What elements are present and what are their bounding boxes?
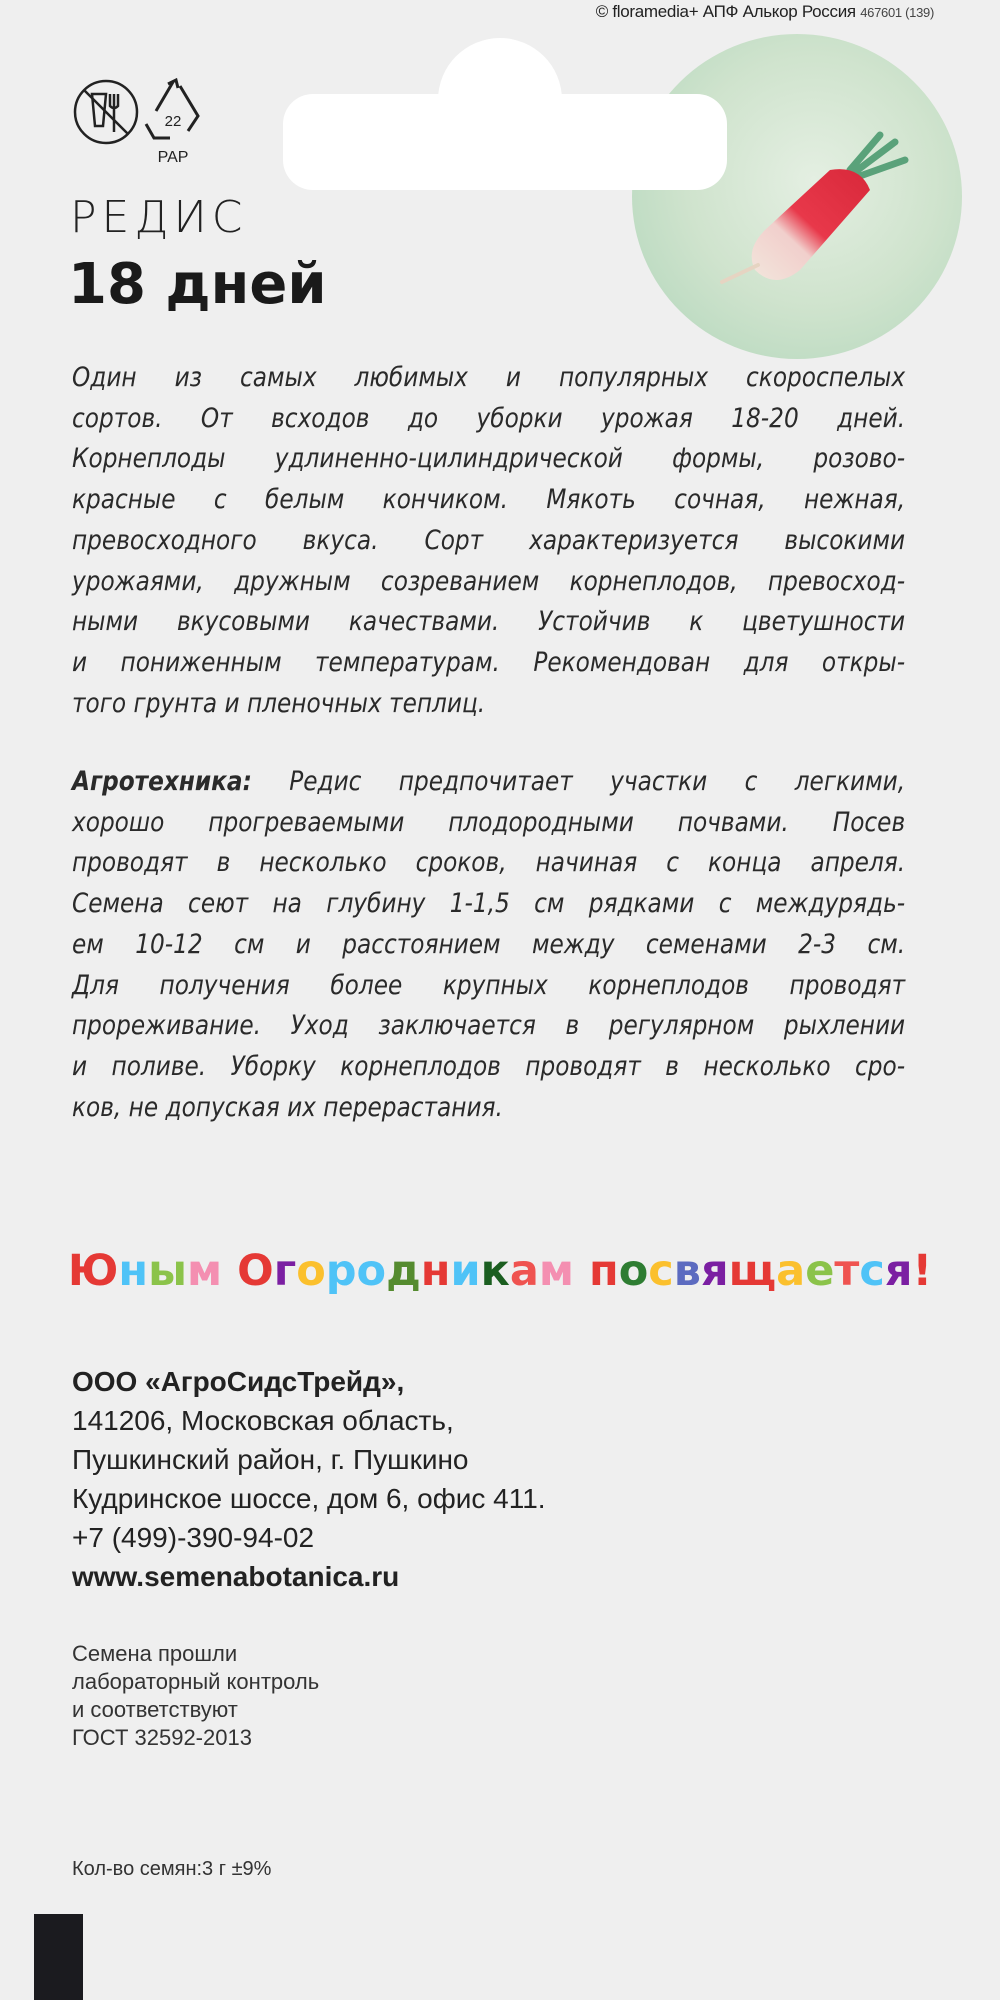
slogan-letter: а (776, 1246, 806, 1296)
slogan-letter: к (480, 1246, 510, 1296)
text-line: ными вкусовыми качествами. Устойчив к цветушности (72, 606, 906, 638)
agro-text: Редис предпочитает участки с легкими, (251, 766, 906, 797)
lab-line: Семена прошли (72, 1641, 238, 1666)
packaging-icons (70, 76, 220, 166)
slogan-letter: о (618, 1246, 649, 1296)
hang-slot (283, 94, 727, 190)
recycle-number: 22 (164, 113, 182, 130)
description (72, 358, 905, 724)
slogan-letter: с (859, 1246, 885, 1296)
address-line: Кудринское шоссе, дом 6, офис 411. (72, 1483, 546, 1514)
slogan-letter: н (118, 1246, 149, 1296)
address-line: Пушкинский район, г. Пушкино (72, 1444, 469, 1475)
slogan-letter: в (673, 1246, 701, 1296)
slogan-letter: о (356, 1246, 387, 1296)
address-line: 141206, Московская область, (72, 1405, 454, 1436)
slogan-letter: ! (912, 1246, 933, 1296)
slogan (0, 1246, 1000, 1296)
text-line: ем 10-12 см и расстоянием между семенами 2-3 см. (72, 928, 906, 960)
text-line: проводят в несколько сроков, начиная с конца апреля. (72, 847, 906, 879)
black-marker (34, 1914, 83, 2000)
lab-line: ГОСТ 32592-2013 (72, 1725, 252, 1750)
slogan-letter: Ю (67, 1246, 119, 1296)
slogan-letter: О (237, 1246, 274, 1296)
not-food-safe-icon (75, 81, 137, 143)
text-line: Семена сеют на глубину 1-1,5 см рядками с междурядь- (72, 888, 906, 920)
website-link[interactable]: www.semenabotanica.ru (72, 1561, 400, 1592)
company-name: ООО «АгроСидсТрейд», (72, 1366, 405, 1397)
slogan-letter: я (701, 1246, 729, 1296)
text-line: красные с белым кончиком. Мякоть сочная, нежная, (72, 484, 906, 516)
text-line: урожаями, дружным созреванием корнеплодов, превосход- (72, 565, 906, 597)
slogan-letter: щ (728, 1246, 777, 1296)
copyright-line (596, 2, 934, 22)
text-line: Корнеплоды удлиненно-цилиндрической формы, розово- (72, 443, 906, 475)
text-line: Для получения более крупных корнеплодов проводят (72, 969, 906, 1001)
slogan-letter: и (450, 1246, 481, 1296)
text-line: хорошо прогреваемыми плодородными почвами. Посев (72, 806, 906, 838)
slogan-letter: н (420, 1246, 451, 1296)
phone: +7 (499)-390-94-02 (72, 1522, 315, 1553)
seed-quantity: Кол-во семян:3 г ±9% (72, 1858, 272, 1880)
lab-line: лабораторный контроль (72, 1669, 320, 1694)
text-line: того грунта и пленочных теплиц. (72, 687, 486, 719)
lab-line: и соответствуют (72, 1697, 238, 1722)
slogan-letter: с (648, 1246, 674, 1296)
text-line: и пониженным температурам. Рекомендован для откры- (72, 646, 906, 678)
text-line: прореживание. Уход заключается в регулярном рыхлении (72, 1010, 906, 1042)
slogan-letter (222, 1246, 237, 1296)
text-line: сортов. От всходов до уборки урожая 18-20 дней. (72, 402, 906, 434)
slogan-letter: г (273, 1246, 297, 1296)
slogan-letter: м (187, 1246, 223, 1296)
copyright-text: © floramedia+ АПФ Алькор Россия (595, 2, 856, 21)
product-category: РЕДИС (70, 192, 248, 243)
slogan-letter: ы (148, 1246, 188, 1296)
slogan-letter: м (538, 1246, 575, 1296)
slogan-letter: о (296, 1246, 326, 1296)
print-code: 467601 (139) (860, 5, 934, 20)
slogan-letter (574, 1246, 589, 1296)
agrotechnics (72, 762, 905, 1128)
slogan-letter: е (805, 1246, 835, 1296)
product-variety: 18 дней (68, 252, 327, 317)
lab-control-note (72, 1640, 319, 1752)
slogan-letter: д (386, 1246, 421, 1296)
agro-label: Агротехника: (72, 766, 252, 797)
slogan-letter: а (509, 1246, 539, 1296)
slogan-letter: т (834, 1246, 860, 1296)
text-line: превосходного вкуса. Сорт характеризуется высокими (72, 524, 906, 556)
text-line: ков, не допуская их перерастания. (72, 1091, 503, 1123)
recycle-label: PAP (157, 149, 189, 166)
slogan-letter: п (589, 1246, 619, 1296)
company-info (72, 1362, 546, 1596)
agro-line (72, 762, 905, 803)
slogan-letter: р (325, 1246, 357, 1296)
text-line: Один из самых любимых и популярных скороспелых (72, 362, 906, 393)
radish-illustration (700, 130, 920, 290)
slogan-letter: я (884, 1246, 913, 1296)
text-line: и поливе. Уборку корнеплодов проводят в несколько сро- (72, 1050, 906, 1082)
